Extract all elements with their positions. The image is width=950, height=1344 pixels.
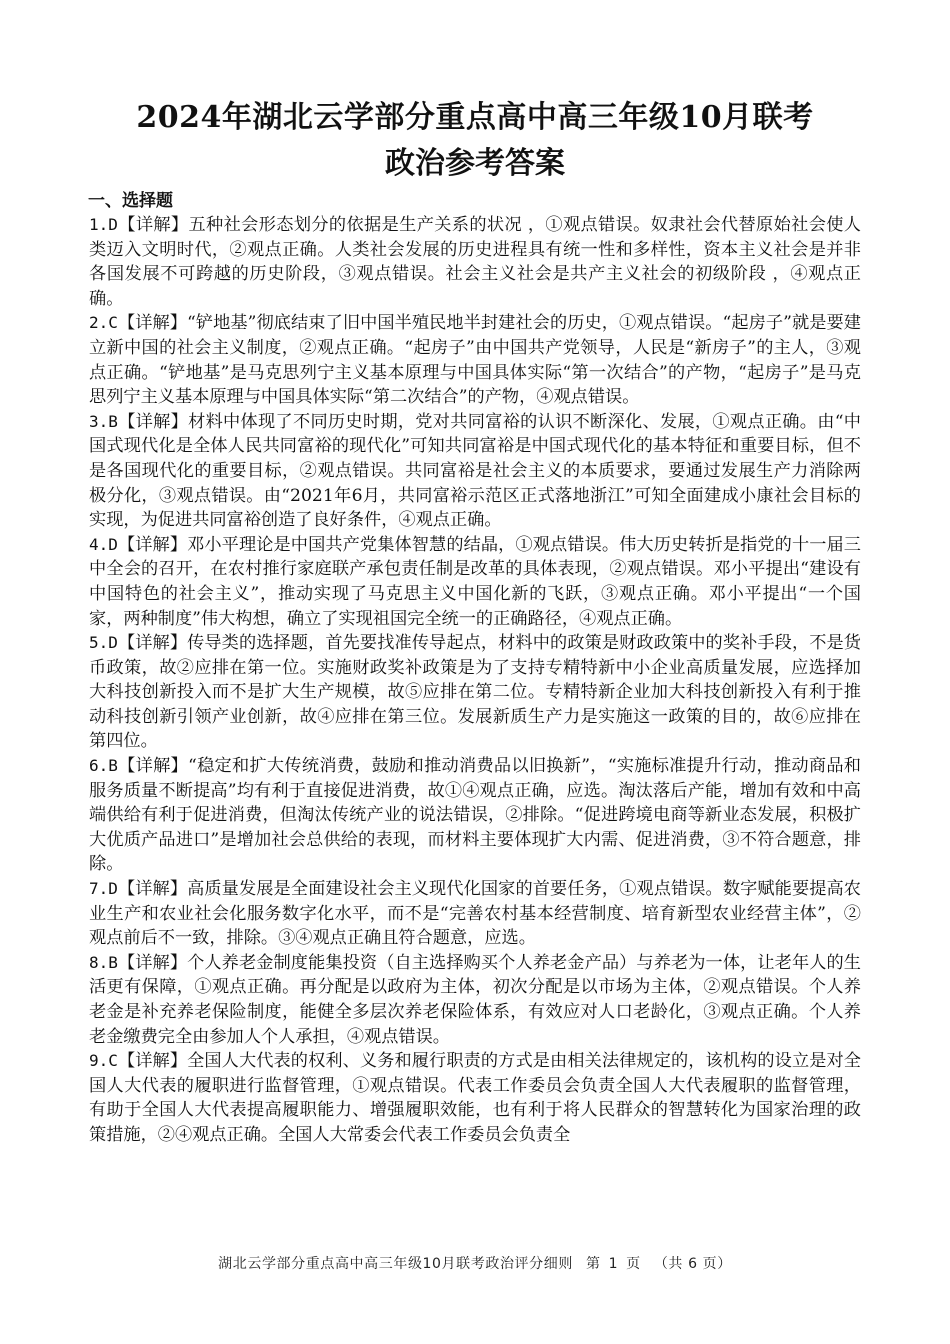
page-footer: [0, 1254, 950, 1274]
answer-tag: 【详解】: [117, 756, 189, 777]
answer-text: 材料中体现了不同历史时期，党对共同富裕的认识不断深化、发展，①观点正确。由“中国式现代化是全体人民共同富裕的现代化”可知共同富裕是中国式现代化的基本特征和重要目标，但不是各国现代化的重要目标，②观点错误。共同富裕是社会主义的本质要求，要通过发展生产力消除两极分化，③观点错误。由“2021年6月，共同富裕示范区正式落地浙江”可知全面建成小康社会目标的实现，为促进共同富裕创造了良好条件，④观点正确。: [89, 411, 861, 531]
answer-item-8: [89, 951, 861, 1049]
document-subtitle: 政治参考答案: [385, 146, 565, 181]
footer-total-pages: （共 6 页）: [653, 1256, 732, 1272]
answer-tag: 【详解】: [117, 534, 188, 555]
answer-tag: 【详解】: [117, 1051, 188, 1072]
answer-number: 2.C: [89, 313, 118, 333]
footer-page-suffix: 页: [626, 1256, 641, 1272]
answer-item-1: [89, 213, 861, 311]
answer-number: 9.C: [89, 1051, 118, 1071]
section-heading-multiple-choice: 一、选择题: [88, 191, 173, 211]
answer-item-4: [89, 533, 861, 631]
answer-text: 邓小平理论是中国共产党集体智慧的结晶，①观点错误。伟大历史转折是指党的十一届三中全会的召开，在农村推行家庭联产承包责任制是改革的具体表现，②观点错误。邓小平提出“建设有中国特色的社会主义”，推动实现了马克思主义中国化新的飞跃，③观点正确。邓小平提出“一个国家，两种制度”伟大构想，确立了实现祖国完全统一的正确路径，④观点正确。: [89, 534, 861, 629]
answer-tag: 【详解】: [117, 215, 189, 235]
answer-number: 6.B: [89, 756, 118, 776]
answer-number: 3.B: [89, 411, 118, 431]
footer-page-prefix: 第: [586, 1256, 601, 1272]
answer-text: 个人养老金制度能集投资（自主选择购买个人养老金产品）与养老为一体，让老年人的生活更有保障，①观点正确。再分配是以政府为主体，初次分配是以市场为主体，②观点错误。个人养老金是补充养老保险制度，能健全多层次养老保险体系，有效应对人口老龄化，③观点正确。个人养老金缴费完全由参加人个人承担，④观点错误。: [89, 952, 861, 1047]
answer-item-7: [89, 877, 861, 951]
answer-text: “铲地基”彻底结束了旧中国半殖民地半封建社会的历史，①观点错误。“起房子”就是要建立新中国的社会主义制度，②观点正确。“起房子”由中国共产党领导，人民是“新房子”的主人，③观点正确。“铲地基”是马克思列宁主义基本原理与中国具体实际“第一次结合”的产物，“起房子”是马克思列宁主义基本原理与中国具体实际“第二次结合”的产物，④观点错误。: [89, 313, 861, 408]
answer-item-6: [89, 754, 861, 877]
answer-tag: 【详解】: [117, 879, 188, 900]
footer-page-number: 1: [608, 1256, 619, 1272]
answer-text: 全国人大代表的权利、义务和履行职责的方式是由相关法律规定的，该机构的设立是对全国人大代表的履职进行监督管理，①观点错误。代表工作委员会负责全国人大代表履职的监督管理，有助于全国人大代表提高履职能力、增强履职效能，也有利于将人民群众的智慧转化为国家治理的政策措施，②④观点正确。全国人大常委会代表工作委员会负责全: [89, 1051, 861, 1145]
answer-number: 5.D: [89, 633, 118, 653]
answer-text: 五种社会形态划分的依据是生产关系的状况 ，①观点错误。奴隶社会代替原始社会使人类迈入文明时代，②观点正确。人类社会发展的历史进程具有统一性和多样性，资本主义社会是并非各国发展不可跨越的历史阶段，③观点错误。社会主义社会是共产主义社会的初级阶段 ，④观点正确。: [89, 215, 861, 309]
answer-number: 8.B: [89, 952, 118, 972]
answer-number: 4.D: [89, 534, 118, 554]
answer-number: 7.D: [89, 879, 118, 899]
answer-text: 传导类的选择题，首先要找准传导起点，材料中的政策是财政政策中的奖补手段，不是货币政策，故②应排在第一位。实施财政奖补政策是为了支持专精特新中小企业高质量发展，应选择加大科技创新投入而不是扩大生产规模，故⑤应排在第二位。专精特新企业加大科技创新投入有利于推动科技创新引领产业创新，故④应排在第三位。发展新质生产力是实施这一政策的目的，故⑥应排在第四位。: [89, 633, 861, 752]
footer-label: 湖北云学部分重点高中高三年级10月联考政治评分细则: [218, 1256, 573, 1272]
answer-tag: 【详解】: [117, 633, 188, 654]
answer-list: [89, 213, 861, 1148]
answer-tag: 【详解】: [117, 952, 188, 973]
answer-text: “稳定和扩大传统消费，鼓励和推动消费品以旧换新”，“实施标准提升行动，推动商品和服务质量不断提高”均有利于直接促进消费，故①④观点正确，应选。淘汰落后产能，增加有效和中高端供给有利于促进消费，但淘汰传统产业的说法错误，②排除。“促进跨境电商等新业态发展，积极扩大优质产品进口”是增加社会总供给的表现，而材料主要体现扩大内需、促进消费，③不符合题意，排除。: [89, 756, 861, 875]
answer-item-5: [89, 631, 861, 754]
answer-item-9: [89, 1049, 861, 1147]
answer-item-2: [89, 311, 861, 409]
answer-item-3: [89, 410, 861, 533]
answer-number: 1.D: [89, 215, 118, 234]
answer-tag: 【详解】: [117, 313, 188, 334]
answer-text: 高质量发展是全面建设社会主义现代化国家的首要任务，①观点错误。数字赋能要提高农业生产和农业社会化服务数字化水平，而不是“完善农村基本经营制度、培育新型农业经营主体”，②观点前后不一致，排除。③④观点正确且符合题意，应选。: [89, 879, 861, 949]
answer-tag: 【详解】: [117, 411, 189, 432]
document-title: 2024年湖北云学部分重点高中高三年级10月联考: [136, 100, 814, 135]
